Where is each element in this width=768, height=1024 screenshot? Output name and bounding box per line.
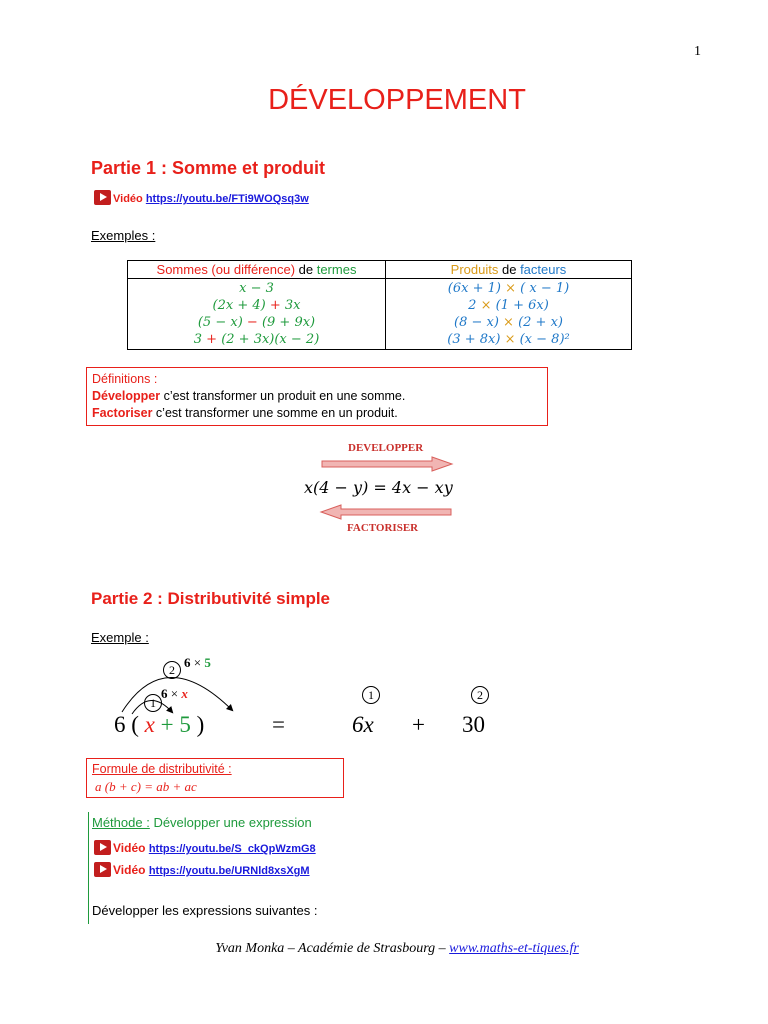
header-sums-word: Sommes (ou différence): [156, 262, 296, 277]
distribution-lhs: 6 ( x + 5 ): [114, 712, 205, 737]
table-header-row: [128, 261, 632, 279]
video-link[interactable]: https://youtu.be/URNld8xsXgM: [148, 865, 310, 877]
header-products: [386, 261, 632, 279]
definitions-box: [86, 367, 548, 426]
develop-label: DEVELOPPER: [348, 442, 424, 454]
footer: [0, 941, 768, 957]
video-label: Vidéo: [113, 841, 146, 855]
sums-cell: [128, 279, 386, 350]
example-label: Exemple :: [91, 630, 149, 645]
sum-expression: x − 3: [239, 281, 274, 296]
header-sums: [128, 261, 386, 279]
factor-label: FACTORISER: [347, 522, 419, 534]
part1-heading: Partie 1 : Somme et produit: [91, 158, 326, 178]
arc1-label: 6 × x: [161, 686, 188, 701]
rhs-term1: 6x: [352, 712, 374, 737]
header-facteurs: facteurs: [520, 262, 567, 277]
video-label: Vidéo: [113, 193, 143, 205]
header-termes: termes: [316, 262, 357, 277]
rhs-circle-2: 2: [471, 686, 489, 704]
product-expression: 2 × (1 + 6x): [468, 298, 549, 313]
header-produits: Produits: [450, 262, 499, 277]
part2-heading: Partie 2 : Distributivité simple: [91, 589, 331, 608]
diagram-equation: x(4 − y) = 4x − xy: [304, 478, 453, 497]
video-link[interactable]: https://youtu.be/FTi9WOQsq3w: [145, 193, 309, 205]
develop-arrow-icon: [320, 456, 455, 472]
product-expression: (6x + 1) × ( x − 1): [447, 281, 570, 296]
step-circle-2: 2: [163, 661, 181, 679]
factor-arrow-icon: [318, 504, 453, 520]
method-video-2: [94, 862, 310, 877]
video-link[interactable]: https://youtu.be/S_ckQpWzmG8: [148, 843, 316, 855]
arc2-label: 6 × 5: [184, 655, 211, 670]
youtube-play-icon[interactable]: [94, 862, 111, 877]
method-bar: [88, 812, 89, 924]
rhs-circle-1: 1: [362, 686, 380, 704]
products-cell: [386, 279, 632, 350]
footer-text: Yvan Monka – Académie de Strasbourg –: [215, 941, 450, 956]
page-number: 1: [694, 44, 701, 59]
formula-title: Formule de distributivité :: [92, 762, 232, 776]
video-label: Vidéo: [113, 863, 146, 877]
definition-develop: Développer c’est transformer un produit en une somme.: [92, 389, 406, 403]
table-body-row: [128, 279, 632, 350]
page-title: DÉVELOPPEMENT: [268, 84, 526, 116]
footer-link[interactable]: www.maths-et-tiques.fr: [449, 941, 579, 956]
method-video-1: [94, 840, 316, 855]
rhs-term2: 30: [462, 712, 485, 737]
method-instruction: Développer les expressions suivantes :: [92, 903, 318, 918]
product-expression: (3 + 8x) × (x − 8)²: [447, 332, 570, 347]
definitions-title: Définitions :: [92, 372, 158, 386]
header-de: de: [498, 262, 521, 277]
part1-video-line: [94, 190, 309, 205]
step-circle-1: 1: [144, 694, 162, 712]
header-de: de: [295, 262, 317, 277]
youtube-play-icon[interactable]: [94, 840, 111, 855]
definition-factor: Factoriser c’est transformer une somme en un produit.: [92, 406, 398, 420]
examples-label: Exemples :: [91, 228, 156, 243]
youtube-play-icon[interactable]: [94, 190, 111, 205]
distribution-equals: =: [272, 712, 285, 737]
rhs-plus: +: [412, 712, 425, 737]
examples-table: [127, 260, 632, 350]
sum-expression: (2x + 4) + 3x: [212, 298, 301, 313]
formula-box: [86, 758, 344, 798]
method-heading: Méthode : Développer une expression: [92, 815, 312, 830]
sum-expression: (5 − x) − (9 + 9x): [197, 315, 316, 330]
formula-expression: a (b + c) = ab + ac: [95, 779, 197, 794]
product-expression: (8 − x) × (2 + x): [454, 315, 563, 330]
sum-expression: 3 + (2 + 3x)(x − 2): [193, 332, 320, 347]
